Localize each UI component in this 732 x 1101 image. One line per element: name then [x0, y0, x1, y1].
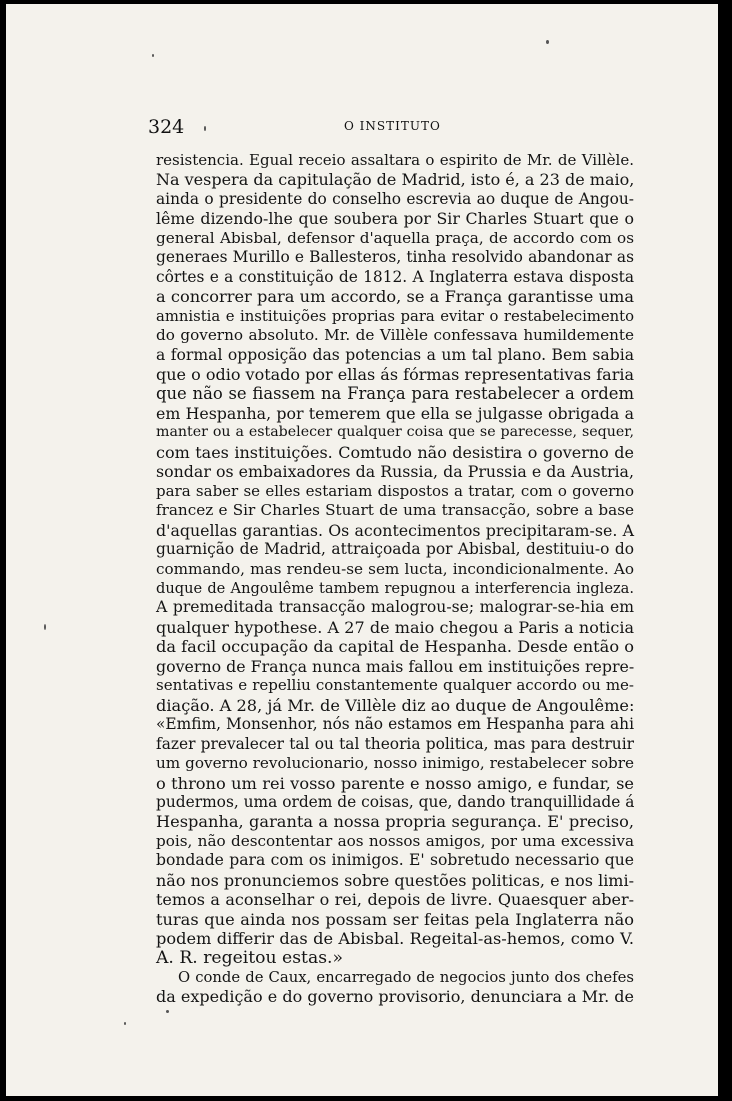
ink-speck [152, 54, 154, 57]
text-line: A premeditada transacção malogrou-se; malograr-se-hia em [156, 598, 634, 617]
text-line: não nos pronunciemos sobre questões politicas, e nos limi- [156, 870, 634, 890]
text-line: Na vespera da capitulação de Madrid, isto é, a 23 de maio, [156, 170, 635, 190]
text-line: O conde de Caux, encarregado de negocios junto dos chefes [178, 969, 634, 987]
text-line: qualquer hypothese. A 27 de maio chegou a Paris a noticia [156, 617, 634, 637]
text-line: que não se fiassem na França para restabelecer a ordem [156, 384, 634, 404]
text-line: manter ou a estabelecer qualquer coisa que se parecesse, sequer, [156, 424, 634, 441]
text-line: amnistia e instituições proprias para evitar o restabelecimento [156, 307, 634, 325]
text-line: para saber se elles estariam dispostos a tratar, com o governo [156, 481, 634, 500]
text-line: do governo absoluto. Mr. de Villèle confessava humildemente [156, 326, 634, 345]
running-head: O INSTITUTO [344, 119, 441, 133]
text-line: lême dizendo-lhe que soubera por Sir Charles Stuart que o [156, 209, 634, 229]
text-line: guarnição de Madrid, attraiçoada por Abisbal, destituiu-o do [156, 540, 634, 559]
text-line: que o odio votado por ellas ás fórmas representativas faria [156, 364, 634, 384]
text-line: resistencia. Egual receio assaltara o espirito de Mr. de Villèle. [156, 151, 634, 169]
text-line: pois, não descontentar aos nossos amigos, por uma excessiva [156, 831, 634, 850]
ink-speck [124, 1022, 126, 1025]
text-line: generaes Murillo e Ballesteros, tinha resolvido abandonar as [156, 248, 634, 267]
page-header [148, 116, 636, 140]
text-line: podem differir das de Abisbal. Regeital-as-hemos, como V. [156, 929, 634, 949]
scanned-page [6, 4, 718, 1096]
text-line: duque de Angoulême tambem repugnou a interferencia ingleza. [156, 579, 634, 597]
text-line: fazer prevalecer tal ou tal theoria politica, mas para destruir [156, 734, 634, 753]
text-line: da expedição e do governo provisorio, denunciara a Mr. de [156, 987, 634, 1007]
text-line: o throno um rei vosso parente e nosso amigo, e fundar, se [156, 773, 634, 793]
body-text [156, 151, 634, 1007]
ink-speck [44, 624, 46, 630]
text-line: temos a aconselhar o rei, depois de livre. Quaesquer aber- [156, 890, 634, 910]
text-line: pudermos, uma ordem de coisas, que, dando tranquillidade á [156, 792, 635, 811]
text-line: A. R. regeitou estas.» [156, 947, 343, 968]
text-line: Hespanha, garanta a nossa propria segurança. E' preciso, [156, 812, 634, 832]
text-line: um governo revolucionario, nosso inimigo, restabelecer sobre [156, 754, 634, 773]
text-line: ainda o presidente do conselho escrevia ao duque de Angou- [156, 189, 634, 208]
text-line: sentativas e repelliu constantemente qualquer accordo ou me- [156, 676, 634, 695]
ink-speck [204, 126, 206, 131]
text-line: francez e Sir Charles Stuart de uma transacção, sobre a base [156, 501, 634, 520]
ink-speck [546, 40, 549, 44]
text-line: bondade para com os inimigos. E' sobretudo necessario que [156, 851, 634, 870]
text-line: «Emfim, Monsenhor, nós não estamos em Hespanha para ahi [156, 715, 634, 734]
text-line: côrtes e a constituição de 1812. A Inglaterra estava disposta [156, 267, 634, 286]
text-line: turas que ainda nos possam ser feitas pela Inglaterra não [156, 909, 634, 929]
page-number: 324 [148, 116, 185, 138]
text-line: com taes instituições. Comtudo não desistira o governo de [156, 442, 634, 462]
text-line: d'aquellas garantias. Os acontecimentos precipitaram-se. A [156, 520, 634, 540]
text-line: commando, mas rendeu-se sem lucta, incondicionalmente. Ao [156, 559, 634, 578]
text-line: a formal opposição das potencias a um tal plano. Bem sabia [156, 345, 634, 364]
text-line: a concorrer para um accordo, se a França garantisse uma [156, 287, 634, 307]
text-line: general Abisbal, defensor d'aquella praça, de accordo com os [156, 228, 634, 247]
text-line: da facil occupação da capital de Hespanha. Desde então o [156, 637, 634, 657]
text-line: governo de França nunca mais fallou em instituições repre- [156, 656, 635, 676]
ink-speck [166, 1010, 169, 1013]
text-line: em Hespanha, por temerem que ella se julgasse obrigada a [156, 403, 634, 423]
text-line: sondar os embaixadores da Russia, da Prussia e da Austria, [156, 462, 634, 482]
text-line: diação. A 28, já Mr. de Villèle diz ao duque de Angoulême: [156, 695, 635, 715]
